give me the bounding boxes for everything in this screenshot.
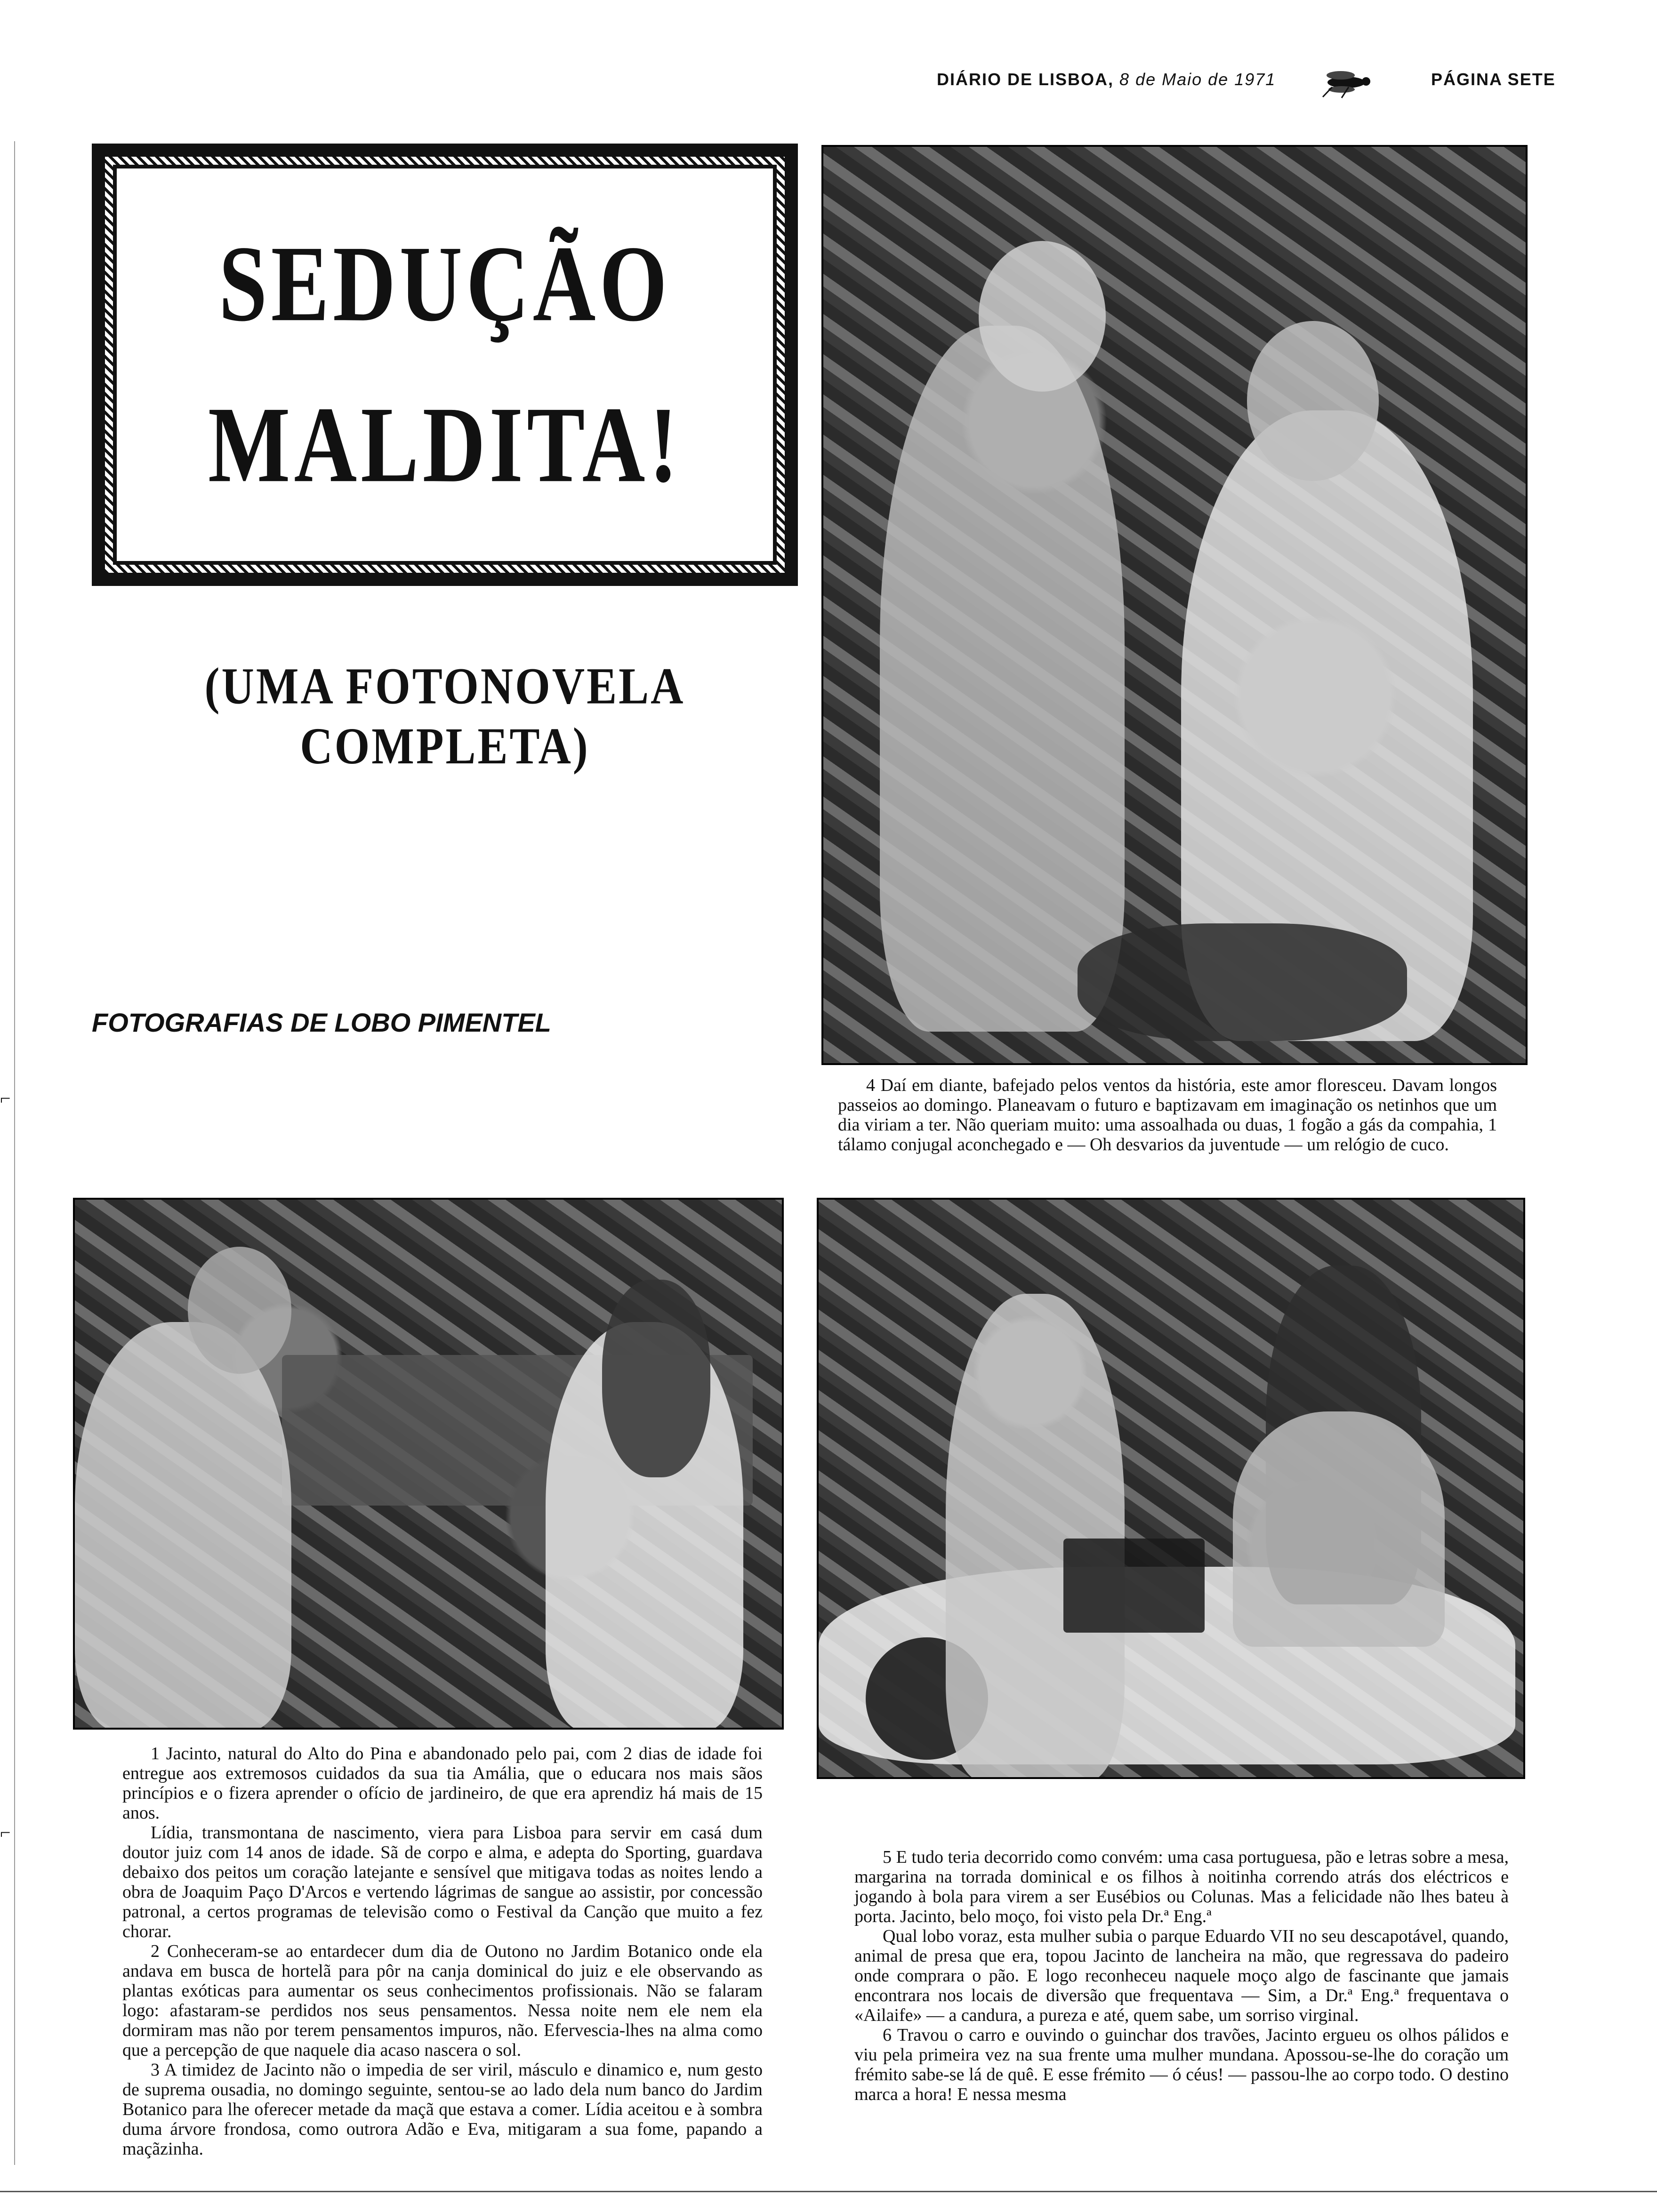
issue-date: 8 de Maio de 1971 — [1119, 70, 1276, 89]
man-figure — [880, 326, 1125, 1032]
photo-5 — [817, 1198, 1525, 1779]
photo-4 — [821, 145, 1528, 1065]
lunchbox — [1063, 1539, 1205, 1633]
car-door — [1233, 1411, 1445, 1647]
margin-tick: ⌐ — [0, 1822, 11, 1843]
title-panel — [113, 165, 777, 565]
publication-name: DIÁRIO DE LISBOA, — [937, 70, 1114, 89]
caption-5b-text: Qual lobo voraz, esta mulher subia o parque Eduardo VII no seu descapotável, quando, animal de presa que era, topou Jacinto de lancheira na mão, que regressava do padeiro onde comprara o pão. E logo reconheceu naquele moço algo de fascinante que jamais encontrara nos locais de diversão que frequentava — Sim, a Dr.ª Eng.ª frequentava o «Ailaife» — a candura, a pureza e até, quem sabe, um sorriso virginal. — [854, 1926, 1509, 2025]
caption-5-text: 5 E tudo teria decorrido como convém: uma casa portuguesa, pão e letras sobre a mesa, margarina na torrada dominical e os filhos à noitinha correndo atrás dos eléctricos e jogando à bola para virem a ser Eusébios ou Colunas. Mas a felicidade não lhes bateu à porta. Jacinto, belo moço, foi visto pela Dr.ª Eng.ª — [854, 1847, 1509, 1926]
caption-1-text: 1 Jacinto, natural do Alto do Pina e abandonado pelo pai, com 2 dias de idade foi entregue aos extremosos cuidados da sua tia Amália, que o educara nos mais sãos princípios e o fizera aprender o ofício de jardineiro, de que era aprendiz há mais de 15 anos. — [122, 1744, 763, 1823]
page-number: PÁGINA SETE — [1431, 70, 1556, 89]
bottom-rule — [0, 2191, 1657, 2192]
caption-6-text: 6 Travou o carro e ouvindo o guinchar dos travões, Jacinto ergueu os olhos pálidos e viu pela primeira vez na sua frente uma mulher mundana. Apossou-se-lhe do coração um frémito sabe-se lá de quê. E esse frémito — ó céus! — passou-lhe ao corpo todo. O destino marca a hora! E nessa mesma — [854, 2025, 1509, 2104]
man-figure — [75, 1322, 291, 1730]
man-head — [188, 1247, 291, 1374]
title-box — [92, 144, 798, 586]
woman-head — [1247, 321, 1379, 481]
subtitle: (UMA FOTONOVELA COMPLETA) — [204, 657, 685, 775]
margin-tick: ⌐ — [0, 1088, 11, 1109]
man-figure — [946, 1294, 1125, 1779]
captions-5-6 — [854, 1847, 1509, 2104]
caption-4-text: 4 Daí em diante, bafejado pelos ventos da história, este amor floresceu. Davam longos passeios ao domingo. Planeavam o futuro e baptizavam em imaginação os netinhos que um dia viriam a ter. Não queriam muito: uma assoalhada ou duas, 1 fogão a gás da compahia, 1 tálamo conjugal aconchegado e — Oh desvarios da juventude — um relógio de cuco. — [838, 1075, 1497, 1154]
caption-3-text: 3 A timidez de Jacinto não o impedia de ser viril, másculo e dinamico e, num gesto de suprema ousadia, no domingo seguinte, sentou-se ao lado dela num banco do Jardim Botanico para lhe oferecer metade da maçã que estava a comer. Lídia aceitou e à sombra duma árvore frondosa, como outrora Adão e Eva, mitigaram a sua fome, papando a maçãzinha. — [122, 2060, 763, 2159]
masthead — [937, 70, 1276, 89]
title-line-2: MALDITA! — [208, 385, 682, 505]
woman-hair — [602, 1280, 710, 1477]
photo-1 — [73, 1198, 784, 1730]
fly-icon — [1313, 66, 1375, 99]
captions-1-3 — [122, 1744, 763, 2159]
caption-4 — [838, 1075, 1497, 1154]
left-margin-rule — [14, 141, 15, 2165]
photo-credit: FOTOGRAFIAS DE LOBO PIMENTEL — [92, 1008, 551, 1037]
caption-2-text: 2 Conheceram-se ao entardecer dum dia de Outono no Jardim Botanico onde ela andava em busca de hortelã para pôr na canja dominical do juiz e ele observando as plantas exóticas para aumentar os seus conhecimentos profissionais. Não se falaram logo: afastaram-se perdidos nos seus pensamentos. Nessa noite nem ele nem ela dormiram mas não por terem pensamentos impuros, não. Efervescia-lhes na alma como que a percepção de que naquele dia acaso nascera o sol. — [122, 1941, 763, 2060]
title-line-1: SEDUÇÃO — [218, 224, 671, 345]
fountain — [1078, 923, 1407, 1041]
caption-1b-text: Lídia, transmontana de nascimento, viera para Lisboa para servir em casá dum doutor juiz com 14 anos de idade. Sã de corpo e alma, e adepta do Sporting, guardava debaixo dos peitos um coração latejante e sensível que mitigava todas as noites lendo a obra de Joaquim Paço D'Arcos e vertendo lágrimas de sangue ao assistir, por concessão patronal, a certos programas de televisão como o Festival da Canção que muito a fez chorar. — [122, 1823, 763, 1941]
man-head — [979, 241, 1106, 392]
